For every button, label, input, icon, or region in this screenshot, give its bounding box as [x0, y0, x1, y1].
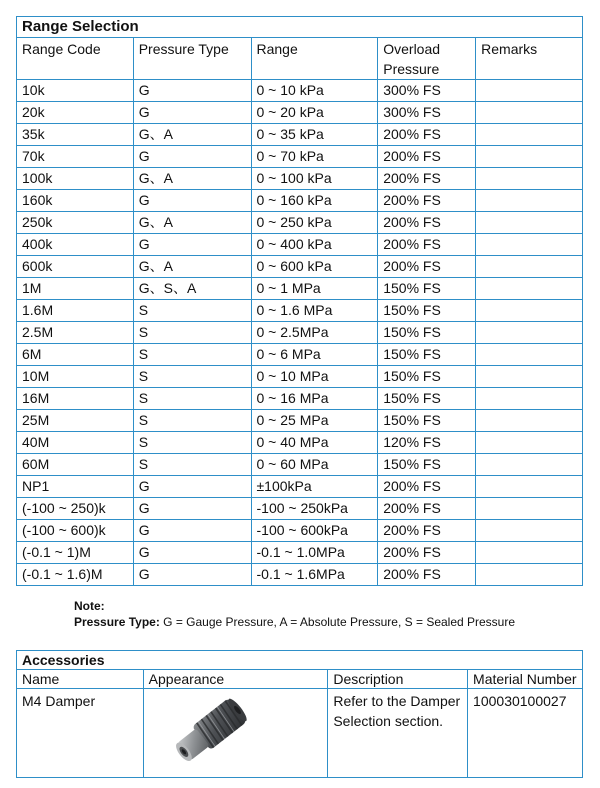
cell-range-code: 160k [17, 190, 134, 212]
cell-range: 0 ~ 400 kPa [251, 234, 378, 256]
table-row [17, 278, 583, 300]
cell-overload-pressure: 150% FS [378, 344, 476, 366]
cell-range: 0 ~ 2.5MPa [251, 322, 378, 344]
cell-pressure-type: S [133, 410, 251, 432]
cell-remarks [476, 542, 583, 564]
cell-pressure-type: S [133, 300, 251, 322]
cell-range-code: 16M [17, 388, 134, 410]
table-row [17, 80, 583, 102]
accessory-appearance [143, 689, 328, 778]
cell-pressure-type: G、A [133, 124, 251, 146]
table-row [17, 146, 583, 168]
accessory-material-number: 100030100027 [468, 689, 583, 778]
cell-overload-pressure: 200% FS [378, 476, 476, 498]
cell-range-code: 1.6M [17, 300, 134, 322]
cell-range: -100 ~ 250kPa [251, 498, 378, 520]
cell-remarks [476, 102, 583, 124]
cell-range-code: 60M [17, 454, 134, 476]
cell-range-code: (-0.1 ~ 1)M [17, 542, 134, 564]
cell-pressure-type: S [133, 322, 251, 344]
accessory-description-line1: Refer to the Damper [333, 693, 461, 709]
range-selection-table [16, 16, 583, 586]
cell-range: 0 ~ 60 MPa [251, 454, 378, 476]
cell-pressure-type: G [133, 80, 251, 102]
cell-pressure-type: G [133, 234, 251, 256]
accessories-table [16, 650, 583, 778]
cell-range: 0 ~ 40 MPa [251, 432, 378, 454]
cell-range: 0 ~ 1.6 MPa [251, 300, 378, 322]
cell-range: 0 ~ 250 kPa [251, 212, 378, 234]
header-overload-pressure-text: Overload Pressure [383, 41, 441, 77]
table-row [17, 234, 583, 256]
table-row [17, 322, 583, 344]
cell-overload-pressure: 120% FS [378, 432, 476, 454]
table-row [17, 366, 583, 388]
cell-range-code: 6M [17, 344, 134, 366]
cell-range-code: 25M [17, 410, 134, 432]
cell-remarks [476, 498, 583, 520]
table-row [17, 344, 583, 366]
cell-pressure-type: S [133, 432, 251, 454]
cell-overload-pressure: 200% FS [378, 564, 476, 586]
cell-overload-pressure: 150% FS [378, 454, 476, 476]
cell-remarks [476, 168, 583, 190]
header-remarks: Remarks [476, 38, 583, 80]
cell-remarks [476, 146, 583, 168]
cell-remarks [476, 124, 583, 146]
cell-remarks [476, 278, 583, 300]
cell-range-code: 35k [17, 124, 134, 146]
cell-pressure-type: S [133, 344, 251, 366]
cell-range: 0 ~ 1 MPa [251, 278, 378, 300]
table-row [17, 256, 583, 278]
header-range: Range [251, 38, 378, 80]
cell-overload-pressure: 200% FS [378, 124, 476, 146]
cell-pressure-type: S [133, 454, 251, 476]
cell-remarks [476, 520, 583, 542]
cell-overload-pressure: 150% FS [378, 366, 476, 388]
cell-range: -0.1 ~ 1.0MPa [251, 542, 378, 564]
cell-remarks [476, 256, 583, 278]
cell-range-code: 600k [17, 256, 134, 278]
cell-range-code: 20k [17, 102, 134, 124]
cell-overload-pressure: 200% FS [378, 234, 476, 256]
cell-overload-pressure: 150% FS [378, 410, 476, 432]
cell-range: 0 ~ 160 kPa [251, 190, 378, 212]
table-row [17, 564, 583, 586]
cell-pressure-type: G [133, 146, 251, 168]
cell-overload-pressure: 150% FS [378, 388, 476, 410]
accessories-title: Accessories [17, 651, 583, 670]
cell-range-code: 400k [17, 234, 134, 256]
accessory-name: M4 Damper [17, 689, 144, 778]
cell-range-code: 2.5M [17, 322, 134, 344]
cell-remarks [476, 212, 583, 234]
table-row [17, 520, 583, 542]
table-row [17, 432, 583, 454]
cell-range: 0 ~ 100 kPa [251, 168, 378, 190]
cell-overload-pressure: 150% FS [378, 278, 476, 300]
header-range-code: Range Code [17, 38, 134, 80]
cell-range: 0 ~ 6 MPa [251, 344, 378, 366]
cell-overload-pressure: 200% FS [378, 520, 476, 542]
cell-remarks [476, 454, 583, 476]
range-selection-title: Range Selection [17, 17, 583, 38]
cell-range-code: 10M [17, 366, 134, 388]
cell-remarks [476, 410, 583, 432]
cell-pressure-type: G [133, 564, 251, 586]
table-row [17, 124, 583, 146]
cell-overload-pressure: 200% FS [378, 498, 476, 520]
table-row [17, 689, 583, 778]
cell-pressure-type: G [133, 476, 251, 498]
cell-pressure-type: G、S、A [133, 278, 251, 300]
header-appearance: Appearance [143, 670, 328, 689]
table-row [17, 300, 583, 322]
cell-overload-pressure: 200% FS [378, 212, 476, 234]
cell-range-code: 40M [17, 432, 134, 454]
cell-overload-pressure: 200% FS [378, 542, 476, 564]
cell-overload-pressure: 200% FS [378, 190, 476, 212]
note-heading: Note: [74, 599, 105, 613]
cell-pressure-type: G、A [133, 168, 251, 190]
table-row [17, 190, 583, 212]
cell-range: 0 ~ 10 MPa [251, 366, 378, 388]
cell-remarks [476, 300, 583, 322]
cell-pressure-type: G、A [133, 212, 251, 234]
cell-pressure-type: S [133, 388, 251, 410]
table-row [17, 542, 583, 564]
cell-remarks [476, 80, 583, 102]
cell-overload-pressure: 300% FS [378, 102, 476, 124]
cell-range-code: (-100 ~ 600)k [17, 520, 134, 542]
range-table-body [17, 80, 583, 586]
cell-remarks [476, 234, 583, 256]
cell-range-code: NP1 [17, 476, 134, 498]
table-row [17, 388, 583, 410]
cell-overload-pressure: 200% FS [378, 256, 476, 278]
cell-pressure-type: G [133, 102, 251, 124]
cell-overload-pressure: 150% FS [378, 300, 476, 322]
table-row [17, 498, 583, 520]
cell-range: 0 ~ 16 MPa [251, 388, 378, 410]
cell-pressure-type: S [133, 366, 251, 388]
cell-range-code: (-100 ~ 250)k [17, 498, 134, 520]
cell-remarks [476, 388, 583, 410]
note-block [74, 598, 515, 630]
cell-overload-pressure: 200% FS [378, 146, 476, 168]
damper-image-icon [157, 691, 257, 775]
cell-remarks [476, 476, 583, 498]
note-label: Pressure Type: [74, 615, 160, 629]
cell-range-code: 1M [17, 278, 134, 300]
cell-pressure-type: G [133, 498, 251, 520]
cell-pressure-type: G、A [133, 256, 251, 278]
cell-range-code: 10k [17, 80, 134, 102]
cell-range: 0 ~ 10 kPa [251, 80, 378, 102]
cell-remarks [476, 190, 583, 212]
cell-range-code: 100k [17, 168, 134, 190]
cell-range-code: (-0.1 ~ 1.6)M [17, 564, 134, 586]
cell-remarks [476, 432, 583, 454]
cell-remarks [476, 344, 583, 366]
cell-range: -0.1 ~ 1.6MPa [251, 564, 378, 586]
table-row [17, 410, 583, 432]
cell-range-code: 70k [17, 146, 134, 168]
header-pressure-type: Pressure Type [133, 38, 251, 80]
cell-range: -100 ~ 600kPa [251, 520, 378, 542]
note-text: G = Gauge Pressure, A = Absolute Pressure, S = Sealed Pressure [159, 615, 516, 629]
cell-remarks [476, 366, 583, 388]
cell-range: 0 ~ 70 kPa [251, 146, 378, 168]
cell-range: 0 ~ 20 kPa [251, 102, 378, 124]
cell-pressure-type: G [133, 190, 251, 212]
table-row [17, 476, 583, 498]
cell-pressure-type: G [133, 520, 251, 542]
cell-remarks [476, 564, 583, 586]
table-row [17, 168, 583, 190]
cell-remarks [476, 322, 583, 344]
accessory-description-line2: Selection section. [333, 713, 444, 729]
cell-range: 0 ~ 25 MPa [251, 410, 378, 432]
header-description: Description [328, 670, 468, 689]
table-row [17, 454, 583, 476]
cell-overload-pressure: 150% FS [378, 322, 476, 344]
cell-overload-pressure: 200% FS [378, 168, 476, 190]
accessory-description [328, 689, 468, 778]
table-row [17, 102, 583, 124]
cell-overload-pressure: 300% FS [378, 80, 476, 102]
header-material-number: Material Number [468, 670, 583, 689]
cell-range: 0 ~ 35 kPa [251, 124, 378, 146]
cell-range-code: 250k [17, 212, 134, 234]
cell-pressure-type: G [133, 542, 251, 564]
table-row [17, 212, 583, 234]
cell-range: 0 ~ 600 kPa [251, 256, 378, 278]
header-overload-pressure [378, 38, 476, 80]
cell-range: ±100kPa [251, 476, 378, 498]
header-name: Name [17, 670, 144, 689]
